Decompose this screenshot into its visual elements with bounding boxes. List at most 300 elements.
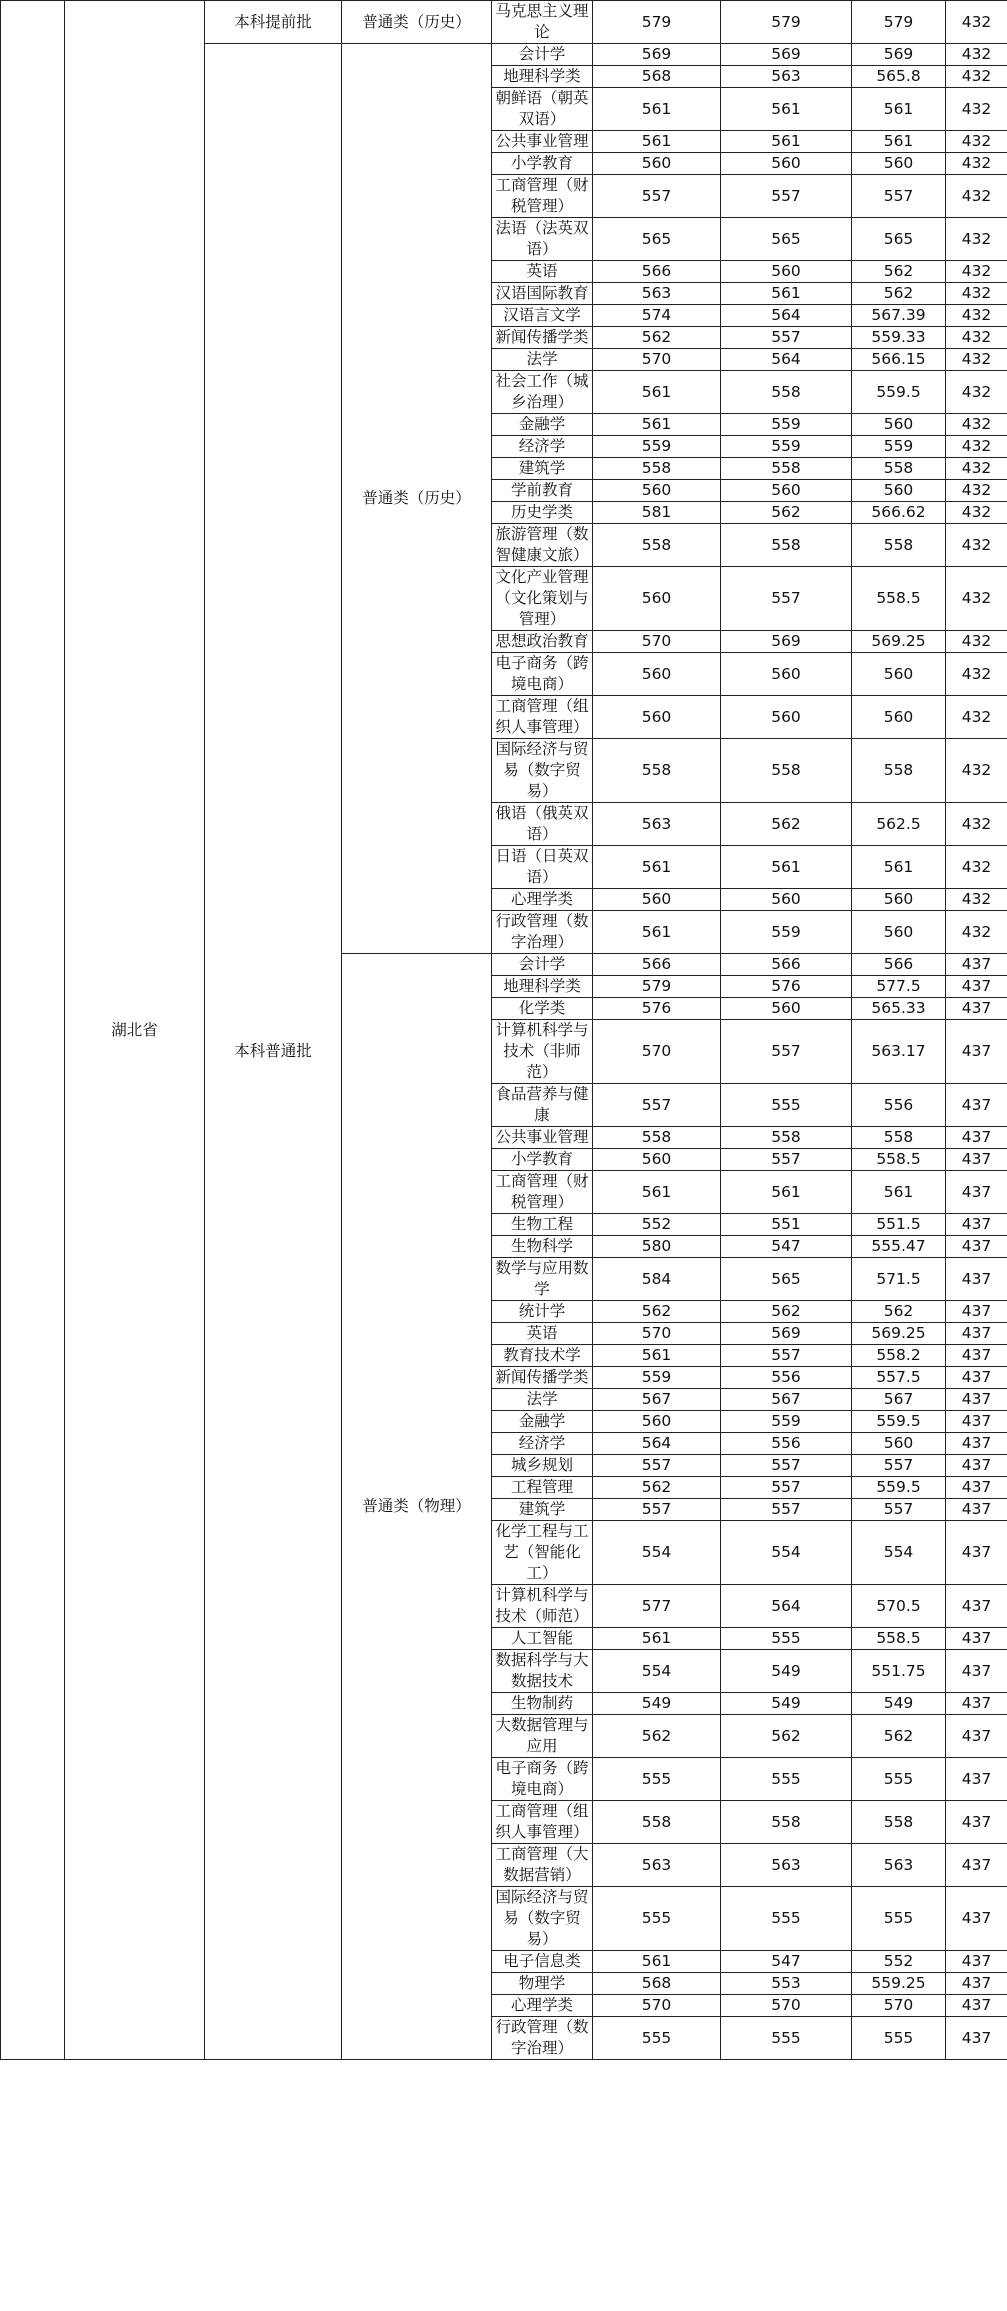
major-cell: 旅游管理（数智健康文旅） — [492, 524, 593, 567]
control-line-cell: 437 — [946, 1628, 1007, 1650]
avg-score-cell: 563.17 — [852, 1020, 946, 1084]
avg-score-cell: 570 — [852, 1995, 946, 2017]
major-cell: 地理科学类 — [492, 976, 593, 998]
major-cell: 行政管理（数字治理） — [492, 911, 593, 954]
max-score-cell: 558 — [593, 524, 721, 567]
min-score-cell: 557 — [721, 1149, 852, 1171]
control-line-cell: 432 — [946, 846, 1007, 889]
major-cell: 电子商务（跨境电商） — [492, 653, 593, 696]
max-score-cell: 570 — [593, 631, 721, 653]
control-line-cell: 432 — [946, 349, 1007, 371]
major-cell: 经济学 — [492, 436, 593, 458]
control-line-cell: 437 — [946, 1367, 1007, 1389]
major-cell: 生物工程 — [492, 1214, 593, 1236]
major-cell: 思想政治教育 — [492, 631, 593, 653]
min-score-cell: 554 — [721, 1521, 852, 1585]
control-line-cell: 437 — [946, 1258, 1007, 1301]
max-score-cell: 558 — [593, 1127, 721, 1149]
avg-score-cell: 566.15 — [852, 349, 946, 371]
max-score-cell: 568 — [593, 1973, 721, 1995]
min-score-cell: 560 — [721, 261, 852, 283]
max-score-cell: 570 — [593, 1323, 721, 1345]
avg-score-cell: 557.5 — [852, 1367, 946, 1389]
major-cell: 心理学类 — [492, 1995, 593, 2017]
control-line-cell: 437 — [946, 1214, 1007, 1236]
min-score-cell: 557 — [721, 1499, 852, 1521]
max-score-cell: 561 — [593, 846, 721, 889]
control-line-cell: 437 — [946, 1127, 1007, 1149]
major-cell: 地理科学类 — [492, 66, 593, 88]
major-cell: 新闻传播学类 — [492, 327, 593, 349]
control-line-cell: 432 — [946, 911, 1007, 954]
max-score-cell: 555 — [593, 2017, 721, 2060]
control-line-cell: 432 — [946, 567, 1007, 631]
min-score-cell: 561 — [721, 283, 852, 305]
avg-score-cell: 563 — [852, 1844, 946, 1887]
major-cell: 金融学 — [492, 1411, 593, 1433]
avg-score-cell: 559.33 — [852, 327, 946, 349]
avg-score-cell: 560 — [852, 414, 946, 436]
max-score-cell: 555 — [593, 1758, 721, 1801]
min-score-cell: 561 — [721, 1171, 852, 1214]
max-score-cell: 579 — [593, 1, 721, 44]
max-score-cell: 552 — [593, 1214, 721, 1236]
major-cell: 化学工程与工艺（智能化工） — [492, 1521, 593, 1585]
category-cell: 普通类（历史） — [342, 44, 492, 954]
avg-score-cell: 560 — [852, 153, 946, 175]
control-line-cell: 432 — [946, 696, 1007, 739]
control-line-cell: 437 — [946, 1844, 1007, 1887]
max-score-cell: 570 — [593, 1995, 721, 2017]
max-score-cell: 561 — [593, 1951, 721, 1973]
major-cell: 工商管理（大数据营销） — [492, 1844, 593, 1887]
max-score-cell: 561 — [593, 414, 721, 436]
max-score-cell: 554 — [593, 1521, 721, 1585]
control-line-cell: 437 — [946, 1084, 1007, 1127]
avg-score-cell: 555 — [852, 1887, 946, 1951]
control-line-cell: 432 — [946, 436, 1007, 458]
avg-score-cell: 565.8 — [852, 66, 946, 88]
min-score-cell: 567 — [721, 1389, 852, 1411]
max-score-cell: 560 — [593, 480, 721, 502]
major-cell: 国际经济与贸易（数字贸易） — [492, 739, 593, 803]
min-score-cell: 558 — [721, 524, 852, 567]
control-line-cell: 437 — [946, 1345, 1007, 1367]
control-line-cell: 432 — [946, 175, 1007, 218]
control-line-cell: 432 — [946, 803, 1007, 846]
min-score-cell: 560 — [721, 480, 852, 502]
control-line-cell: 432 — [946, 371, 1007, 414]
avg-score-cell: 552 — [852, 1951, 946, 1973]
max-score-cell: 562 — [593, 1715, 721, 1758]
blank-cell — [1, 1, 65, 2060]
major-cell: 马克思主义理论 — [492, 1, 593, 44]
min-score-cell: 556 — [721, 1433, 852, 1455]
major-cell: 电子商务（跨境电商） — [492, 1758, 593, 1801]
control-line-cell: 432 — [946, 88, 1007, 131]
avg-score-cell: 560 — [852, 480, 946, 502]
avg-score-cell: 558.5 — [852, 567, 946, 631]
major-cell: 社会工作（城乡治理） — [492, 371, 593, 414]
control-line-cell: 437 — [946, 1715, 1007, 1758]
min-score-cell: 565 — [721, 218, 852, 261]
major-cell: 经济学 — [492, 1433, 593, 1455]
min-score-cell: 557 — [721, 175, 852, 218]
avg-score-cell: 565.33 — [852, 998, 946, 1020]
control-line-cell: 437 — [946, 1758, 1007, 1801]
control-line-cell: 432 — [946, 1, 1007, 44]
min-score-cell: 569 — [721, 631, 852, 653]
avg-score-cell: 560 — [852, 911, 946, 954]
avg-score-cell: 571.5 — [852, 1258, 946, 1301]
max-score-cell: 570 — [593, 349, 721, 371]
min-score-cell: 561 — [721, 88, 852, 131]
avg-score-cell: 549 — [852, 1693, 946, 1715]
max-score-cell: 561 — [593, 1345, 721, 1367]
major-cell: 英语 — [492, 261, 593, 283]
min-score-cell: 558 — [721, 1127, 852, 1149]
avg-score-cell: 569 — [852, 44, 946, 66]
control-line-cell: 432 — [946, 66, 1007, 88]
major-cell: 行政管理（数字治理） — [492, 2017, 593, 2060]
control-line-cell: 432 — [946, 44, 1007, 66]
max-score-cell: 567 — [593, 1389, 721, 1411]
major-cell: 小学教育 — [492, 1149, 593, 1171]
avg-score-cell: 551.75 — [852, 1650, 946, 1693]
min-score-cell: 549 — [721, 1693, 852, 1715]
control-line-cell: 432 — [946, 502, 1007, 524]
max-score-cell: 563 — [593, 283, 721, 305]
control-line-cell: 437 — [946, 1301, 1007, 1323]
major-cell: 法学 — [492, 1389, 593, 1411]
min-score-cell: 553 — [721, 1973, 852, 1995]
min-score-cell: 556 — [721, 1367, 852, 1389]
major-cell: 会计学 — [492, 954, 593, 976]
major-cell: 大数据管理与应用 — [492, 1715, 593, 1758]
min-score-cell: 558 — [721, 458, 852, 480]
max-score-cell: 554 — [593, 1650, 721, 1693]
major-cell: 工商管理（组织人事管理） — [492, 696, 593, 739]
max-score-cell: 568 — [593, 66, 721, 88]
min-score-cell: 562 — [721, 803, 852, 846]
min-score-cell: 557 — [721, 567, 852, 631]
major-cell: 数据科学与大数据技术 — [492, 1650, 593, 1693]
control-line-cell: 432 — [946, 631, 1007, 653]
control-line-cell: 432 — [946, 305, 1007, 327]
max-score-cell: 576 — [593, 998, 721, 1020]
max-score-cell: 557 — [593, 1455, 721, 1477]
max-score-cell: 581 — [593, 502, 721, 524]
control-line-cell: 432 — [946, 283, 1007, 305]
avg-score-cell: 559 — [852, 436, 946, 458]
avg-score-cell: 562 — [852, 283, 946, 305]
min-score-cell: 547 — [721, 1951, 852, 1973]
avg-score-cell: 561 — [852, 88, 946, 131]
control-line-cell: 432 — [946, 218, 1007, 261]
control-line-cell: 437 — [946, 1995, 1007, 2017]
major-cell: 物理学 — [492, 1973, 593, 1995]
max-score-cell: 560 — [593, 653, 721, 696]
min-score-cell: 555 — [721, 2017, 852, 2060]
avg-score-cell: 567.39 — [852, 305, 946, 327]
control-line-cell: 437 — [946, 976, 1007, 998]
min-score-cell: 562 — [721, 1301, 852, 1323]
major-cell: 计算机科学与技术（非师范） — [492, 1020, 593, 1084]
major-cell: 俄语（俄英双语） — [492, 803, 593, 846]
major-cell: 数学与应用数学 — [492, 1258, 593, 1301]
max-score-cell: 557 — [593, 175, 721, 218]
score-table-body — [1, 1, 1007, 2060]
min-score-cell: 560 — [721, 153, 852, 175]
avg-score-cell: 566 — [852, 954, 946, 976]
max-score-cell: 557 — [593, 1499, 721, 1521]
max-score-cell: 560 — [593, 567, 721, 631]
min-score-cell: 569 — [721, 44, 852, 66]
control-line-cell: 437 — [946, 1887, 1007, 1951]
max-score-cell: 558 — [593, 1801, 721, 1844]
max-score-cell: 560 — [593, 153, 721, 175]
avg-score-cell: 562.5 — [852, 803, 946, 846]
control-line-cell: 437 — [946, 1521, 1007, 1585]
avg-score-cell: 556 — [852, 1084, 946, 1127]
major-cell: 日语（日英双语） — [492, 846, 593, 889]
avg-score-cell: 567 — [852, 1389, 946, 1411]
control-line-cell: 432 — [946, 327, 1007, 349]
max-score-cell: 564 — [593, 1433, 721, 1455]
min-score-cell: 570 — [721, 1995, 852, 2017]
avg-score-cell: 561 — [852, 131, 946, 153]
min-score-cell: 569 — [721, 1323, 852, 1345]
major-cell: 国际经济与贸易（数字贸易） — [492, 1887, 593, 1951]
major-cell: 人工智能 — [492, 1628, 593, 1650]
min-score-cell: 579 — [721, 1, 852, 44]
max-score-cell: 558 — [593, 458, 721, 480]
batch-cell: 本科提前批 — [205, 1, 342, 44]
avg-score-cell: 569.25 — [852, 1323, 946, 1345]
control-line-cell: 432 — [946, 524, 1007, 567]
min-score-cell: 560 — [721, 889, 852, 911]
avg-score-cell: 560 — [852, 653, 946, 696]
major-cell: 会计学 — [492, 44, 593, 66]
control-line-cell: 432 — [946, 458, 1007, 480]
max-score-cell: 563 — [593, 1844, 721, 1887]
control-line-cell: 437 — [946, 998, 1007, 1020]
max-score-cell: 560 — [593, 1411, 721, 1433]
max-score-cell: 566 — [593, 954, 721, 976]
min-score-cell: 563 — [721, 66, 852, 88]
min-score-cell: 558 — [721, 739, 852, 803]
avg-score-cell: 559.25 — [852, 1973, 946, 1995]
control-line-cell: 437 — [946, 1693, 1007, 1715]
major-cell: 朝鲜语（朝英双语） — [492, 88, 593, 131]
avg-score-cell: 562 — [852, 1301, 946, 1323]
max-score-cell: 561 — [593, 911, 721, 954]
min-score-cell: 564 — [721, 305, 852, 327]
control-line-cell: 437 — [946, 1650, 1007, 1693]
major-cell: 建筑学 — [492, 1499, 593, 1521]
major-cell: 公共事业管理 — [492, 1127, 593, 1149]
control-line-cell: 437 — [946, 1389, 1007, 1411]
table-row — [1, 1, 1007, 44]
max-score-cell: 559 — [593, 1367, 721, 1389]
min-score-cell: 576 — [721, 976, 852, 998]
max-score-cell: 579 — [593, 976, 721, 998]
avg-score-cell: 559.5 — [852, 1411, 946, 1433]
major-cell: 工商管理（组织人事管理） — [492, 1801, 593, 1844]
avg-score-cell: 558 — [852, 458, 946, 480]
control-line-cell: 437 — [946, 954, 1007, 976]
min-score-cell: 564 — [721, 1585, 852, 1628]
min-score-cell: 547 — [721, 1236, 852, 1258]
control-line-cell: 432 — [946, 653, 1007, 696]
control-line-cell: 432 — [946, 153, 1007, 175]
min-score-cell: 558 — [721, 1801, 852, 1844]
control-line-cell: 437 — [946, 1411, 1007, 1433]
major-cell: 法学 — [492, 349, 593, 371]
max-score-cell: 561 — [593, 1171, 721, 1214]
category-cell: 普通类（物理） — [342, 954, 492, 2060]
min-score-cell: 557 — [721, 1020, 852, 1084]
major-cell: 工商管理（财税管理） — [492, 1171, 593, 1214]
max-score-cell: 549 — [593, 1693, 721, 1715]
min-score-cell: 551 — [721, 1214, 852, 1236]
min-score-cell: 560 — [721, 998, 852, 1020]
avg-score-cell: 559.5 — [852, 371, 946, 414]
min-score-cell: 558 — [721, 371, 852, 414]
major-cell: 小学教育 — [492, 153, 593, 175]
avg-score-cell: 558.2 — [852, 1345, 946, 1367]
major-cell: 生物科学 — [492, 1236, 593, 1258]
avg-score-cell: 560 — [852, 1433, 946, 1455]
avg-score-cell: 558 — [852, 524, 946, 567]
control-line-cell: 437 — [946, 1171, 1007, 1214]
major-cell: 汉语国际教育 — [492, 283, 593, 305]
avg-score-cell: 579 — [852, 1, 946, 44]
control-line-cell: 437 — [946, 1236, 1007, 1258]
major-cell: 电子信息类 — [492, 1951, 593, 1973]
avg-score-cell: 555 — [852, 1758, 946, 1801]
major-cell: 城乡规划 — [492, 1455, 593, 1477]
avg-score-cell: 562 — [852, 261, 946, 283]
major-cell: 文化产业管理（文化策划与管理） — [492, 567, 593, 631]
max-score-cell: 561 — [593, 1628, 721, 1650]
control-line-cell: 437 — [946, 1951, 1007, 1973]
major-cell: 公共事业管理 — [492, 131, 593, 153]
max-score-cell: 580 — [593, 1236, 721, 1258]
control-line-cell: 432 — [946, 414, 1007, 436]
control-line-cell: 437 — [946, 1323, 1007, 1345]
control-line-cell: 437 — [946, 1455, 1007, 1477]
min-score-cell: 559 — [721, 436, 852, 458]
major-cell: 法语（法英双语） — [492, 218, 593, 261]
max-score-cell: 574 — [593, 305, 721, 327]
avg-score-cell: 558.5 — [852, 1628, 946, 1650]
avg-score-cell: 560 — [852, 696, 946, 739]
avg-score-cell: 577.5 — [852, 976, 946, 998]
control-line-cell: 437 — [946, 1585, 1007, 1628]
min-score-cell: 562 — [721, 1715, 852, 1758]
max-score-cell: 562 — [593, 1477, 721, 1499]
avg-score-cell: 551.5 — [852, 1214, 946, 1236]
control-line-cell: 432 — [946, 261, 1007, 283]
major-cell: 计算机科学与技术（师范） — [492, 1585, 593, 1628]
major-cell: 工程管理 — [492, 1477, 593, 1499]
control-line-cell: 437 — [946, 1801, 1007, 1844]
avg-score-cell: 557 — [852, 175, 946, 218]
control-line-cell: 437 — [946, 2017, 1007, 2060]
max-score-cell: 577 — [593, 1585, 721, 1628]
major-cell: 学前教育 — [492, 480, 593, 502]
max-score-cell: 555 — [593, 1887, 721, 1951]
major-cell: 金融学 — [492, 414, 593, 436]
control-line-cell: 437 — [946, 1433, 1007, 1455]
control-line-cell: 437 — [946, 1149, 1007, 1171]
min-score-cell: 557 — [721, 1477, 852, 1499]
min-score-cell: 549 — [721, 1650, 852, 1693]
min-score-cell: 559 — [721, 911, 852, 954]
min-score-cell: 555 — [721, 1084, 852, 1127]
major-cell: 教育技术学 — [492, 1345, 593, 1367]
major-cell: 新闻传播学类 — [492, 1367, 593, 1389]
min-score-cell: 560 — [721, 653, 852, 696]
avg-score-cell: 558 — [852, 739, 946, 803]
major-cell: 化学类 — [492, 998, 593, 1020]
min-score-cell: 555 — [721, 1887, 852, 1951]
control-line-cell: 432 — [946, 480, 1007, 502]
major-cell: 汉语言文学 — [492, 305, 593, 327]
max-score-cell: 562 — [593, 327, 721, 349]
major-cell: 工商管理（财税管理） — [492, 175, 593, 218]
max-score-cell: 584 — [593, 1258, 721, 1301]
max-score-cell: 570 — [593, 1020, 721, 1084]
max-score-cell: 561 — [593, 131, 721, 153]
max-score-cell: 565 — [593, 218, 721, 261]
min-score-cell: 564 — [721, 349, 852, 371]
max-score-cell: 561 — [593, 88, 721, 131]
max-score-cell: 562 — [593, 1301, 721, 1323]
major-cell: 建筑学 — [492, 458, 593, 480]
avg-score-cell: 562 — [852, 1715, 946, 1758]
max-score-cell: 559 — [593, 436, 721, 458]
min-score-cell: 563 — [721, 1844, 852, 1887]
avg-score-cell: 558 — [852, 1801, 946, 1844]
avg-score-cell: 555 — [852, 2017, 946, 2060]
avg-score-cell: 566.62 — [852, 502, 946, 524]
max-score-cell: 557 — [593, 1084, 721, 1127]
control-line-cell: 437 — [946, 1499, 1007, 1521]
max-score-cell: 561 — [593, 371, 721, 414]
avg-score-cell: 557 — [852, 1455, 946, 1477]
min-score-cell: 557 — [721, 1455, 852, 1477]
avg-score-cell: 558.5 — [852, 1149, 946, 1171]
min-score-cell: 559 — [721, 414, 852, 436]
province-cell: 湖北省 — [65, 1, 205, 2060]
control-line-cell: 437 — [946, 1477, 1007, 1499]
min-score-cell: 566 — [721, 954, 852, 976]
major-cell: 统计学 — [492, 1301, 593, 1323]
avg-score-cell: 561 — [852, 1171, 946, 1214]
control-line-cell: 432 — [946, 131, 1007, 153]
avg-score-cell: 570.5 — [852, 1585, 946, 1628]
max-score-cell: 560 — [593, 1149, 721, 1171]
max-score-cell: 563 — [593, 803, 721, 846]
avg-score-cell: 557 — [852, 1499, 946, 1521]
avg-score-cell: 559.5 — [852, 1477, 946, 1499]
control-line-cell: 437 — [946, 1020, 1007, 1084]
major-cell: 食品营养与健康 — [492, 1084, 593, 1127]
avg-score-cell: 569.25 — [852, 631, 946, 653]
avg-score-cell: 558 — [852, 1127, 946, 1149]
